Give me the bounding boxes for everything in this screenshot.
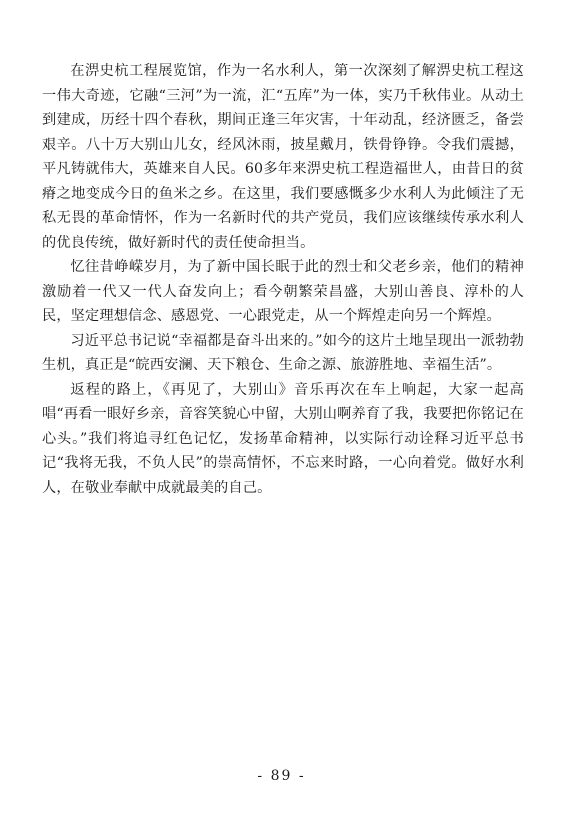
- body-text: [42, 59, 524, 500]
- paragraph-4: 返程的路上，《再见了，大别山》音乐再次在车上响起，大家一起高唱“再看一眼好乡亲，音容笑貌心中留，大别山啊养育了我，我要把你铭记在心头。”我们将追寻红色记忆，发扬革命精神，以实际行动诠释习近平总书记“我将无我，不负人民”的崇高情怀，不忘来时路，一心向着党。做好水利人，在敬业奉献中成就最美的自己。: [42, 381, 524, 496]
- paragraph-1: 在淠史杭工程展览馆，作为一名水利人，第一次深刻了解淠史杭工程这一伟大奇迹，它融“三河”为一流，汇“五库”为一体，实乃千秋伟业。从动土到建成，历经十四个春秋，期间正逢三年灾害，十年动乱，经济匮乏，备尝艰辛。八十万大别山儿女，经风沐雨，披星戴月，铁骨铮铮。令我们震撼，平凡铸就伟大，英雄来自人民。60多年来淠史杭工程造福世人，由昔日的贫瘠之地变成今日的鱼米之乡。在这里，我们要感慨多少水利人为此倾注了无私无畏的革命情怀，作为一名新时代的共产党员，我们应该继续传承水利人的优良传统，做好新时代的责任使命担当。: [42, 63, 524, 251]
- paragraph-3: 习近平总书记说“幸福都是奋斗出来的。”如今的这片土地呈现出一派勃勃生机，真正是“皖西安澜、天下粮仓、生命之源、旅游胜地、幸福生活”。: [42, 332, 524, 373]
- page-number: - 89 -: [257, 768, 306, 784]
- paragraph-2: 忆往昔峥嵘岁月，为了新中国长眠于此的烈士和父老乡亲，他们的精神激励着一代又一代人奋发向上；看今朝繁荣昌盛，大别山善良、淳朴的人民，坚定理想信念、感恩党、一心跟党走，从一个辉煌走向另一个辉煌。: [42, 259, 524, 324]
